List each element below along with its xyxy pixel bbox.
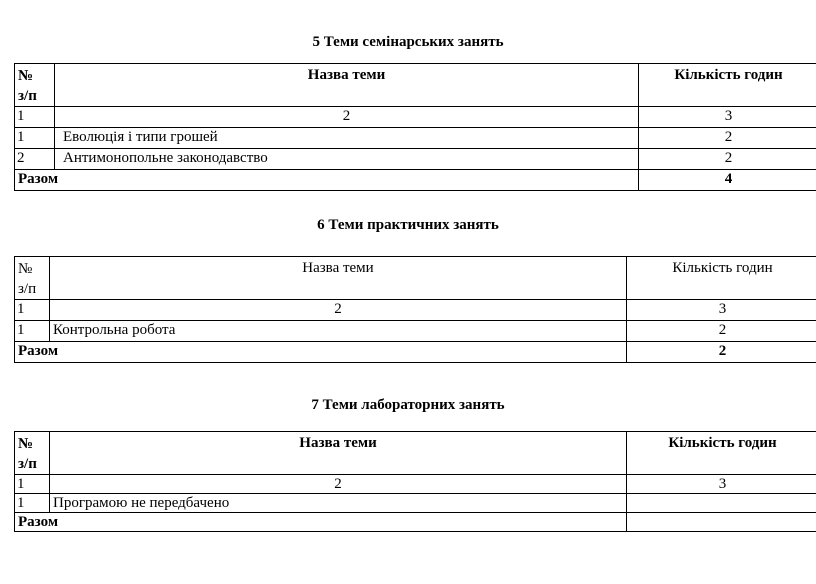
row-hours: 2 <box>639 149 816 170</box>
row-topic: Антимонопольне законодавство <box>55 149 639 170</box>
section-5-title: 5 Теми семінарських занять <box>312 34 504 50</box>
header-num: № з/п <box>15 257 50 300</box>
row-num: 2 <box>15 149 55 170</box>
lab-topics-table <box>14 431 816 532</box>
table-header-row <box>15 64 816 107</box>
total-row <box>15 342 816 363</box>
section-6-title: 6 Теми практичних занять <box>317 217 499 233</box>
header-num: № з/п <box>15 432 50 475</box>
col-number: 3 <box>627 475 816 494</box>
table-header-row <box>15 257 816 300</box>
column-numbers-row <box>15 300 816 321</box>
column-numbers-row <box>15 475 816 494</box>
table-row <box>15 128 816 149</box>
total-label: Разом <box>15 170 639 191</box>
header-hours: Кількість годин <box>627 257 816 300</box>
col-number: 2 <box>50 300 627 321</box>
row-num: 1 <box>15 494 50 513</box>
practical-topics-table <box>14 256 816 363</box>
header-num: № з/п <box>15 64 55 107</box>
col-number: 3 <box>627 300 816 321</box>
col-number: 2 <box>55 107 639 128</box>
header-hours: Кількість годин <box>627 432 816 475</box>
header-topic: Назва теми <box>50 432 627 475</box>
table-header-row <box>15 432 816 475</box>
row-hours: 2 <box>627 321 816 342</box>
section-7-title: 7 Теми лабораторних занять <box>311 397 505 413</box>
row-topic: Контрольна робота <box>50 321 627 342</box>
row-topic: Еволюція і типи грошей <box>55 128 639 149</box>
col-number: 2 <box>50 475 627 494</box>
row-num: 1 <box>15 128 55 149</box>
col-number: 1 <box>15 107 55 128</box>
total-hours <box>627 513 816 532</box>
col-number: 3 <box>639 107 816 128</box>
total-label: Разом <box>15 513 627 532</box>
header-hours: Кількість годин <box>639 64 816 107</box>
total-hours: 4 <box>639 170 816 191</box>
total-label: Разом <box>15 342 627 363</box>
table-row <box>15 494 816 513</box>
col-number: 1 <box>15 300 50 321</box>
total-row <box>15 170 816 191</box>
col-number: 1 <box>15 475 50 494</box>
row-topic: Програмою не передбачено <box>50 494 627 513</box>
column-numbers-row <box>15 107 816 128</box>
header-topic: Назва теми <box>50 257 627 300</box>
total-row <box>15 513 816 532</box>
table-row <box>15 321 816 342</box>
seminar-topics-table <box>14 63 816 191</box>
row-hours <box>627 494 816 513</box>
row-hours: 2 <box>639 128 816 149</box>
row-num: 1 <box>15 321 50 342</box>
header-topic: Назва теми <box>55 64 639 107</box>
total-hours: 2 <box>627 342 816 363</box>
table-row <box>15 149 816 170</box>
